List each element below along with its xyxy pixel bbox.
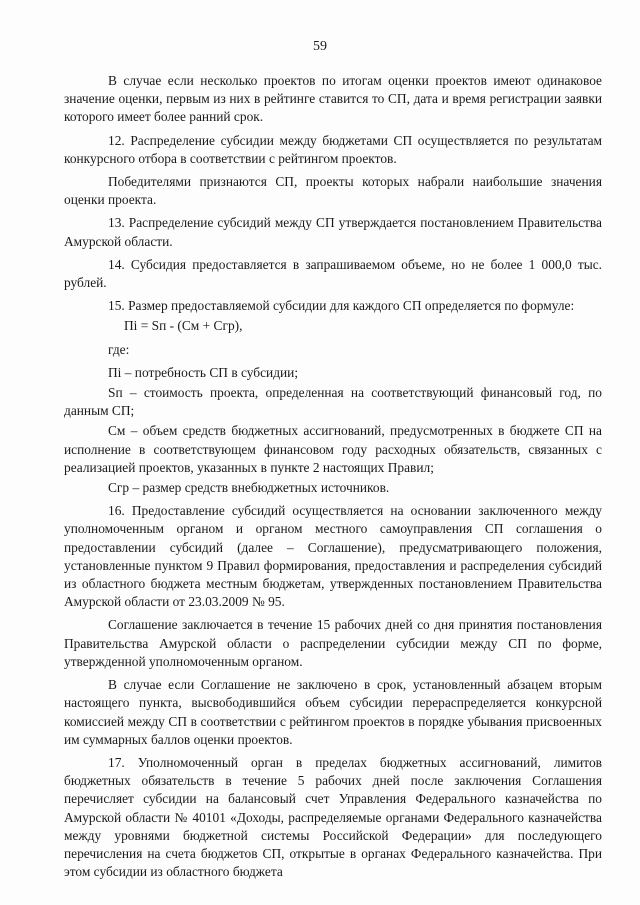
paragraph-14: 14. Субсидия предоставляется в запрашиваемом объеме, но не более 1 000,0 тыс. рублей. <box>64 256 602 291</box>
paragraph-winners: Победителями признаются СП, проекты которых набрали наибольшие значения оценки проекта. <box>64 174 602 208</box>
definition-sm: См – объем средств бюджетных ассигнований, предусмотренных в бюджете СП на исполнение в соответствующем финансовом году расходных обязательств, связанных с реализацией проектов, указанных в пункте 2 настоящих Правил; <box>64 423 602 475</box>
paragraph-15: 15. Размер предоставляемой субсидии для каждого СП определяется по формуле: <box>108 298 575 314</box>
paragraph-16: 16. Предоставление субсидий осуществляется на основании заключенного между уполномоченным органом и органом местного самоуправления СП соглашения о предоставлении субсидий (далее – Соглашение), предусматривающего положения, установленные пунктом 9 Правил формирования, предоставления и распределения субсидий из областного бюджета местным бюджетам, утвержденных постановлением Правительства Амурской области от 23.03.2009 № 95. <box>64 503 602 610</box>
paragraph-agreement: Соглашение заключается в течение 15 рабочих дней со дня принятия постановления Правительства Амурской области о распределении субсидии между СП по форме, утвержденной уполномоченным органом. <box>64 617 602 669</box>
definition-sgr: Сгр – размер средств внебюджетных источников. <box>108 480 390 496</box>
definition-pi: Пi – потребность СП в субсидии; <box>108 364 299 380</box>
paragraph-13: 13. Распределение субсидий между СП утверждается постановлением Правительства Амурской области. <box>64 215 602 249</box>
paragraph-rating-equal: В случае если несколько проектов по итогам оценки проектов имеют одинаковое значение оценки, первым из них в рейтинге ставится то СП, дата и время регистрации заявки которого имеет более ранний срок. <box>64 73 602 125</box>
paragraph-12: 12. Распределение субсидии между бюджетами СП осуществляется по результатам конкурсного отбора в соответствии с рейтингом проектов. <box>64 132 602 166</box>
page-number: 59 <box>313 39 327 54</box>
paragraph-17: 17. Уполномоченный орган в пределах бюджетных ассигнований, лимитов бюджетных обязательств в течение 5 рабочих дней после заключения Соглашения перечисляет субсидии на балансовый счет Управления Федерального казначейства по Амурской области № 40101 «Доходы, распределяемые органами Федерального казначейства между уровнями бюджетной системы Российской Федерации» для последующего перечисления на счета бюджетов СП, открытые в органах Федерального казначейства. При этом субсидии из областного бюджета <box>64 754 602 880</box>
formula-where: где: <box>108 341 130 357</box>
document-body <box>64 72 602 881</box>
definition-sp: Sп – стоимость проекта, определенная на соответствующий финансовый год, по данным СП; <box>64 385 602 419</box>
paragraph-not-concluded: В случае если Соглашение не заключено в срок, установленный абзацем вторым настоящего пункта, высвободившийся объем субсидии перераспределяется конкурсной комиссией между СП в соответствии с рейтингом проектов в порядке убывания присвоенных им суммарных баллов оценки проектов. <box>64 677 602 747</box>
subsidy-formula: Пi = Sп - (См + Сгр), <box>124 318 243 334</box>
